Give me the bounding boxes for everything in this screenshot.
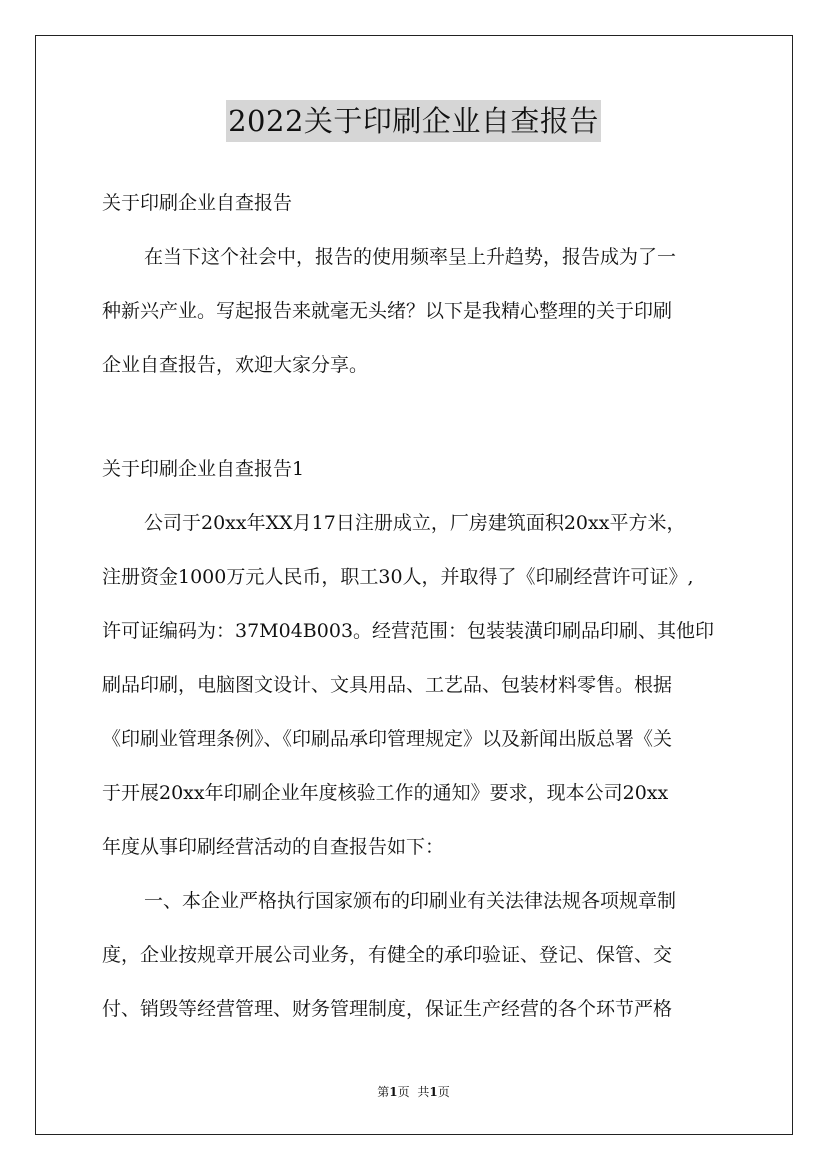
footer-total-prefix: 共 (417, 1085, 430, 1099)
paragraph-line: 年度从事印刷经营活动的自查报告如下： (102, 836, 445, 858)
paragraph-line: 《印刷业管理条例》、《印刷品承印管理规定》以及新闻出版总署《关 (102, 728, 673, 750)
spacer (102, 216, 752, 230)
title-container (0, 100, 827, 142)
paragraph-line: 一、本企业严格执行国家颁布的印刷业有关法律法规各项规章制 (144, 890, 677, 912)
paragraph-line: 度，企业按规章开展公司业务，有健全的承印验证、登记、保管、交 (102, 944, 673, 966)
section1-paragraph-1 (102, 496, 752, 874)
paragraph-line: 公司于20xx年XX月17日注册成立，厂房建筑面积20xx平方米， (144, 512, 686, 534)
document-body (102, 176, 752, 1036)
intro-paragraph (102, 230, 752, 392)
paragraph-line: 注册资金1000万元人民币，职工30人，并取得了《印刷经营许可证》, (102, 566, 694, 588)
section1-paragraph-2 (102, 874, 752, 1036)
footer-page-suffix: 页 (397, 1085, 410, 1099)
footer-total-suffix: 页 (437, 1085, 450, 1099)
intro-heading: 关于印刷企业自查报告 (102, 192, 293, 214)
spacer (102, 392, 752, 442)
section-heading: 关于印刷企业自查报告1 (102, 458, 305, 480)
footer-total-pages: 1 (429, 1085, 438, 1099)
paragraph-line: 种新兴产业。写起报告来就毫无头绪？以下是我精心整理的关于印刷 (102, 300, 673, 322)
paragraph-line: 许可证编码为：37M04B003。经营范围：包装装潢印刷品印刷、其他印 (102, 620, 715, 642)
footer-prefix: 第 (377, 1085, 390, 1099)
paragraph-line: 在当下这个社会中，报告的使用频率呈上升趋势，报告成为了一 (144, 246, 677, 268)
paragraph-line: 企业自查报告，欢迎大家分享。 (102, 354, 369, 376)
page-footer (0, 1083, 827, 1100)
document-title: 2022关于印刷企业自查报告 (226, 100, 601, 142)
spacer (102, 482, 752, 496)
paragraph-line: 刷品印刷，电脑图文设计、文具用品、工艺品、包装材料零售。根据 (102, 674, 673, 696)
paragraph-line: 于开展20xx年印刷企业年度核验工作的通知》要求，现本公司20xx (102, 782, 669, 804)
footer-page-number: 1 (389, 1085, 398, 1099)
paragraph-line: 付、销毁等经营管理、财务管理制度，保证生产经营的各个环节严格 (102, 998, 673, 1020)
